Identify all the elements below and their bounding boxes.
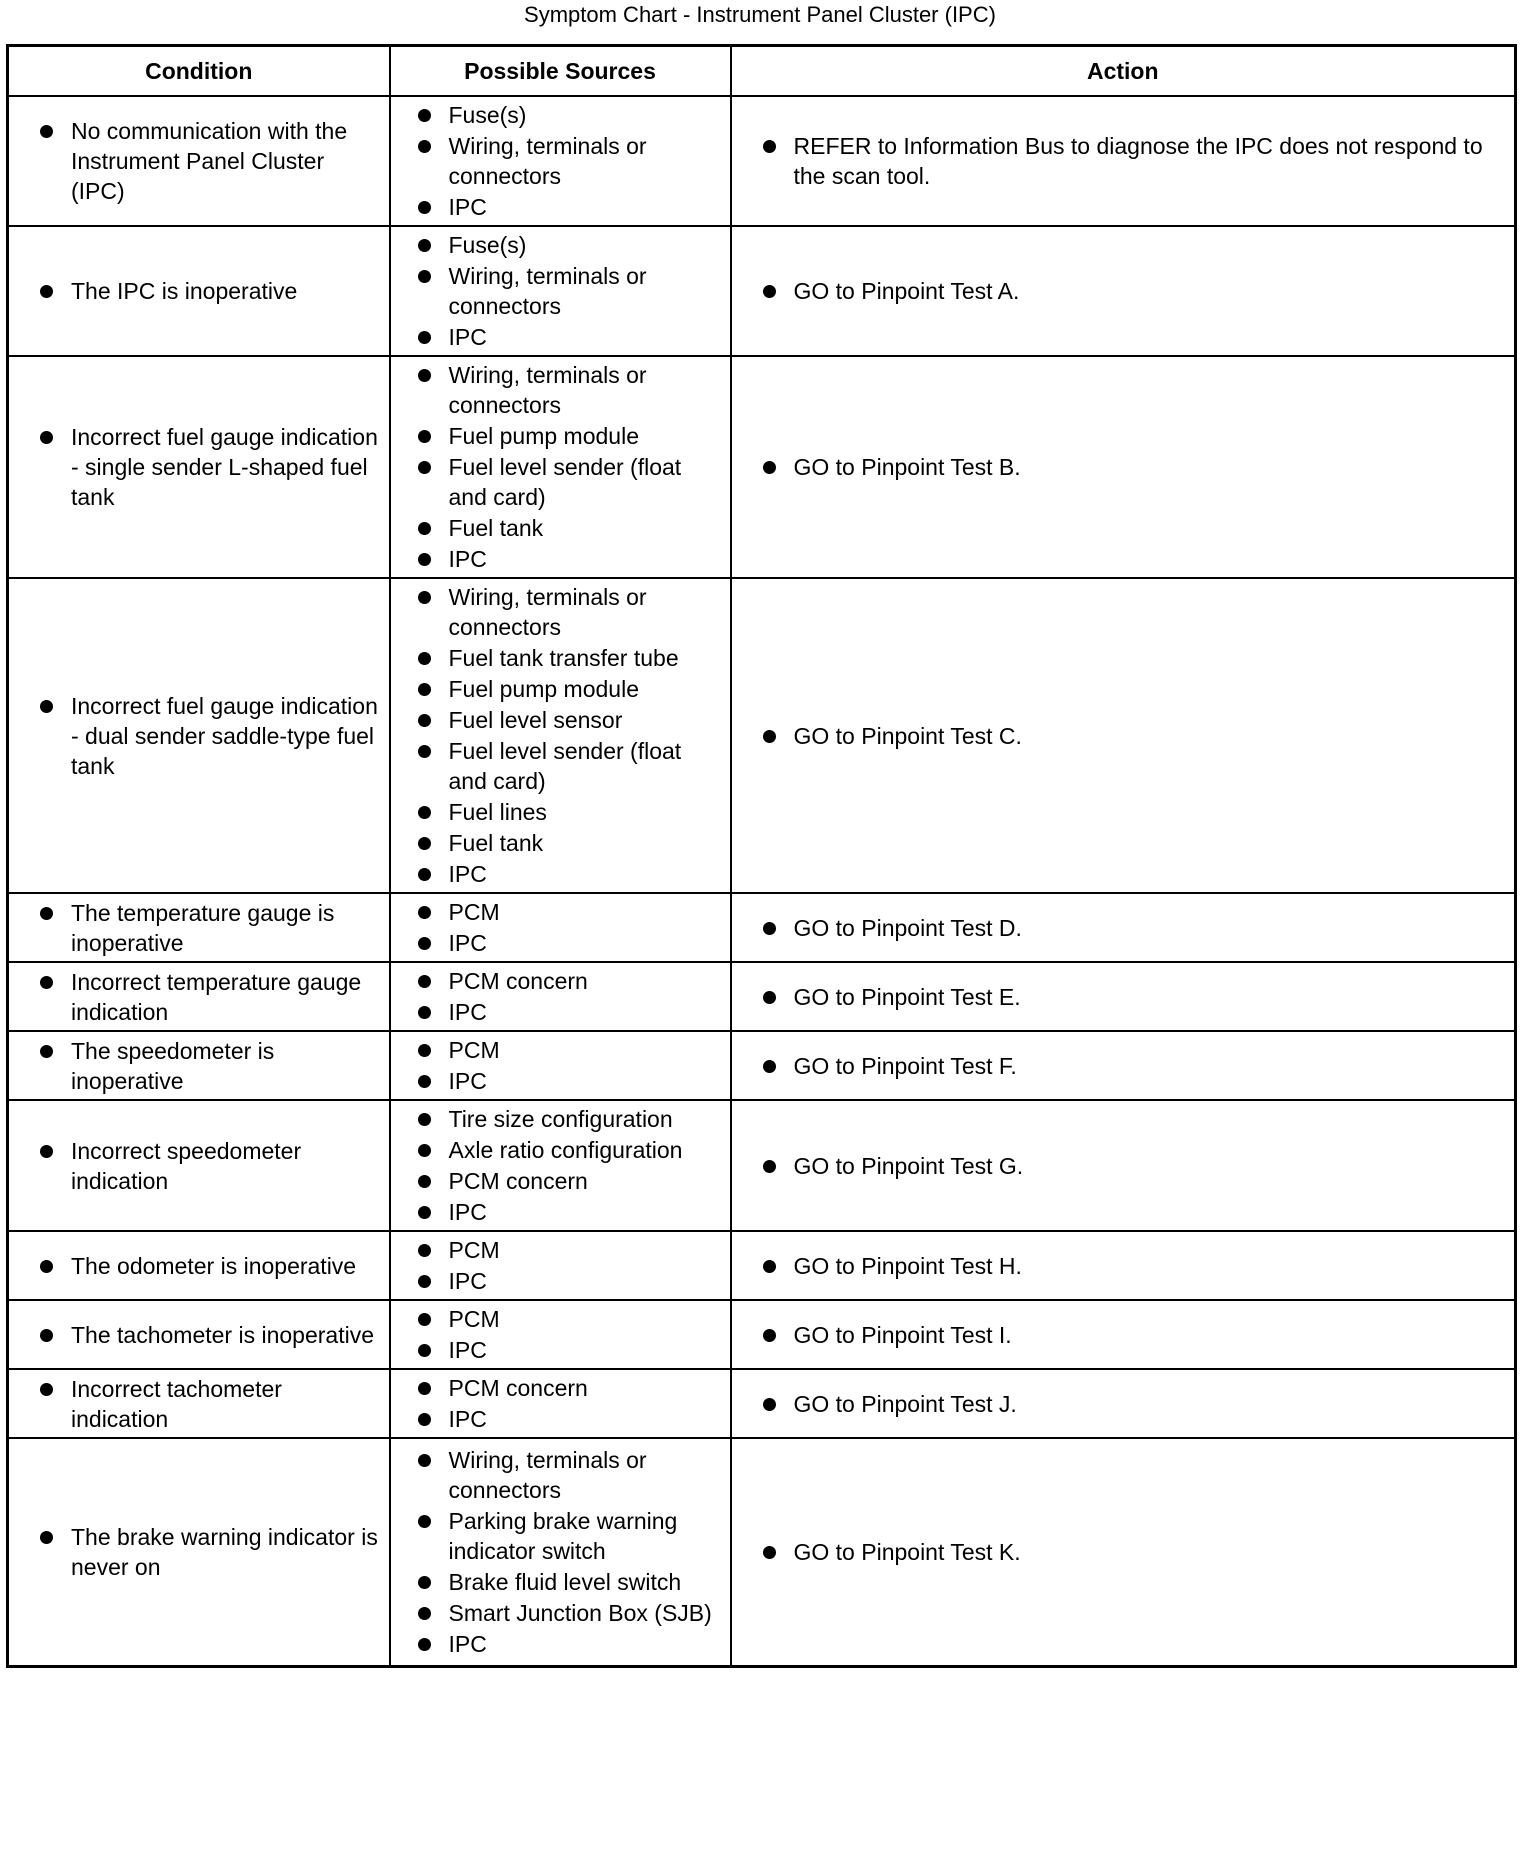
source-item: PCM: [415, 1235, 722, 1265]
possible-sources-list: [415, 360, 722, 574]
action-cell: [731, 1369, 1516, 1438]
action-text: GO to Pinpoint Test F.: [760, 1051, 1505, 1081]
possible-sources-cell: [390, 1231, 731, 1300]
possible-sources-list: [415, 1035, 722, 1096]
condition-list: [37, 1251, 379, 1281]
condition-text: Incorrect fuel gauge indication - dual sender saddle-type fuel tank: [37, 691, 379, 781]
source-item: IPC: [415, 928, 722, 958]
source-item: Tire size configuration: [415, 1104, 722, 1134]
condition-cell: [8, 1100, 390, 1231]
table-row: [8, 226, 1516, 356]
action-cell: [731, 96, 1516, 226]
possible-sources-list: [415, 1445, 722, 1659]
source-item: Wiring, terminals or connectors: [415, 1445, 722, 1505]
condition-list: [37, 898, 379, 958]
possible-sources-list: [415, 230, 722, 352]
possible-sources-cell: [390, 1031, 731, 1100]
condition-text: Incorrect tachometer indication: [37, 1374, 379, 1434]
action-cell: [731, 1231, 1516, 1300]
possible-sources-list: [415, 1373, 722, 1434]
possible-sources-cell: [390, 1100, 731, 1231]
possible-sources-list: [415, 1304, 722, 1365]
action-cell: [731, 578, 1516, 893]
action-cell: [731, 1100, 1516, 1231]
action-text: GO to Pinpoint Test G.: [760, 1151, 1505, 1181]
source-item: Fuel lines: [415, 797, 722, 827]
action-cell: [731, 226, 1516, 356]
condition-list: [37, 967, 379, 1027]
source-item: IPC: [415, 997, 722, 1027]
condition-cell: [8, 96, 390, 226]
source-item: Fuel pump module: [415, 674, 722, 704]
page-title: Symptom Chart - Instrument Panel Cluster (IPC): [524, 2, 996, 27]
action-text: GO to Pinpoint Test J.: [760, 1389, 1505, 1419]
action-list: [760, 1051, 1505, 1081]
table-row: [8, 893, 1516, 962]
condition-text: Incorrect fuel gauge indication - single sender L-shaped fuel tank: [37, 422, 379, 512]
action-list: [760, 913, 1505, 943]
condition-text: The temperature gauge is inoperative: [37, 898, 379, 958]
condition-list: [37, 1374, 379, 1434]
table-row: [8, 356, 1516, 578]
source-item: IPC: [415, 1629, 722, 1659]
action-text: GO to Pinpoint Test C.: [760, 721, 1505, 751]
source-item: PCM: [415, 1304, 722, 1334]
condition-list: [37, 1036, 379, 1096]
table-body: [8, 96, 1516, 1666]
action-cell: [731, 1300, 1516, 1369]
possible-sources-list: [415, 100, 722, 222]
header-condition: Condition: [8, 46, 390, 97]
source-item: IPC: [415, 859, 722, 889]
condition-cell: [8, 226, 390, 356]
source-item: IPC: [415, 192, 722, 222]
action-cell: [731, 356, 1516, 578]
action-text: REFER to Information Bus to diagnose the IPC does not respond to the scan tool.: [760, 131, 1505, 191]
source-item: Wiring, terminals or connectors: [415, 360, 722, 420]
possible-sources-cell: [390, 356, 731, 578]
condition-cell: [8, 1031, 390, 1100]
action-cell: [731, 962, 1516, 1031]
condition-text: No communication with the Instrument Panel Cluster (IPC): [37, 116, 379, 206]
possible-sources-cell: [390, 962, 731, 1031]
source-item: Fuel level sensor: [415, 705, 722, 735]
action-list: [760, 1151, 1505, 1181]
condition-list: [37, 1136, 379, 1196]
action-text: GO to Pinpoint Test E.: [760, 982, 1505, 1012]
source-item: IPC: [415, 1335, 722, 1365]
action-text: GO to Pinpoint Test D.: [760, 913, 1505, 943]
condition-cell: [8, 1369, 390, 1438]
action-list: [760, 276, 1505, 306]
condition-cell: [8, 1438, 390, 1666]
possible-sources-cell: [390, 1369, 731, 1438]
source-item: Wiring, terminals or connectors: [415, 261, 722, 321]
condition-list: [37, 276, 379, 306]
symptom-chart-table: [6, 44, 1517, 1668]
condition-text: The IPC is inoperative: [37, 276, 379, 306]
condition-text: The odometer is inoperative: [37, 1251, 379, 1281]
source-item: Smart Junction Box (SJB): [415, 1598, 722, 1628]
possible-sources-list: [415, 1104, 722, 1227]
condition-list: [37, 1320, 379, 1350]
condition-text: The speedometer is inoperative: [37, 1036, 379, 1096]
action-list: [760, 1320, 1505, 1350]
condition-cell: [8, 1231, 390, 1300]
header-action: Action: [731, 46, 1516, 97]
possible-sources-cell: [390, 578, 731, 893]
source-item: Fuel tank transfer tube: [415, 643, 722, 673]
source-item: IPC: [415, 544, 722, 574]
action-text: GO to Pinpoint Test A.: [760, 276, 1505, 306]
condition-text: The brake warning indicator is never on: [37, 1522, 379, 1582]
condition-cell: [8, 962, 390, 1031]
condition-text: The tachometer is inoperative: [37, 1320, 379, 1350]
source-item: Fuse(s): [415, 100, 722, 130]
action-list: [760, 452, 1505, 482]
condition-cell: [8, 578, 390, 893]
header-possible-sources: Possible Sources: [390, 46, 731, 97]
condition-cell: [8, 1300, 390, 1369]
source-item: PCM: [415, 897, 722, 927]
source-item: PCM concern: [415, 1373, 722, 1403]
table-row: [8, 1438, 1516, 1666]
condition-list: [37, 1522, 379, 1582]
table-row: [8, 1300, 1516, 1369]
source-item: IPC: [415, 1066, 722, 1096]
action-list: [760, 1389, 1505, 1419]
possible-sources-cell: [390, 1438, 731, 1666]
possible-sources-cell: [390, 893, 731, 962]
possible-sources-list: [415, 897, 722, 958]
source-item: IPC: [415, 1266, 722, 1296]
source-item: Wiring, terminals or connectors: [415, 131, 722, 191]
possible-sources-cell: [390, 96, 731, 226]
condition-text: Incorrect speedometer indication: [37, 1136, 379, 1196]
table-row: [8, 962, 1516, 1031]
action-list: [760, 982, 1505, 1012]
source-item: Fuse(s): [415, 230, 722, 260]
source-item: PCM concern: [415, 966, 722, 996]
possible-sources-list: [415, 966, 722, 1027]
table-row: [8, 1369, 1516, 1438]
source-item: PCM concern: [415, 1166, 722, 1196]
possible-sources-cell: [390, 226, 731, 356]
possible-sources-list: [415, 582, 722, 889]
action-cell: [731, 1438, 1516, 1666]
source-item: Fuel level sender (float and card): [415, 736, 722, 796]
condition-cell: [8, 356, 390, 578]
source-item: PCM: [415, 1035, 722, 1065]
action-list: [760, 1537, 1505, 1567]
source-item: Parking brake warning indicator switch: [415, 1506, 722, 1566]
table-row: [8, 1100, 1516, 1231]
source-item: Fuel tank: [415, 513, 722, 543]
condition-list: [37, 116, 379, 206]
source-item: Fuel tank: [415, 828, 722, 858]
source-item: IPC: [415, 1404, 722, 1434]
table-row: [8, 1031, 1516, 1100]
source-item: Axle ratio configuration: [415, 1135, 722, 1165]
action-text: GO to Pinpoint Test H.: [760, 1251, 1505, 1281]
action-text: GO to Pinpoint Test B.: [760, 452, 1505, 482]
table-row: [8, 96, 1516, 226]
condition-list: [37, 691, 379, 781]
possible-sources-cell: [390, 1300, 731, 1369]
action-list: [760, 721, 1505, 751]
action-text: GO to Pinpoint Test I.: [760, 1320, 1505, 1350]
action-list: [760, 131, 1505, 191]
source-item: IPC: [415, 322, 722, 352]
possible-sources-list: [415, 1235, 722, 1296]
source-item: Fuel pump module: [415, 421, 722, 451]
table-header-row: [8, 46, 1516, 97]
table-row: [8, 578, 1516, 893]
table-row: [8, 1231, 1516, 1300]
action-cell: [731, 893, 1516, 962]
source-item: Brake fluid level switch: [415, 1567, 722, 1597]
condition-cell: [8, 893, 390, 962]
action-cell: [731, 1031, 1516, 1100]
source-item: Fuel level sender (float and card): [415, 452, 722, 512]
source-item: IPC: [415, 1197, 722, 1227]
action-list: [760, 1251, 1505, 1281]
condition-list: [37, 422, 379, 512]
condition-text: Incorrect temperature gauge indication: [37, 967, 379, 1027]
source-item: Wiring, terminals or connectors: [415, 582, 722, 642]
action-text: GO to Pinpoint Test K.: [760, 1537, 1505, 1567]
